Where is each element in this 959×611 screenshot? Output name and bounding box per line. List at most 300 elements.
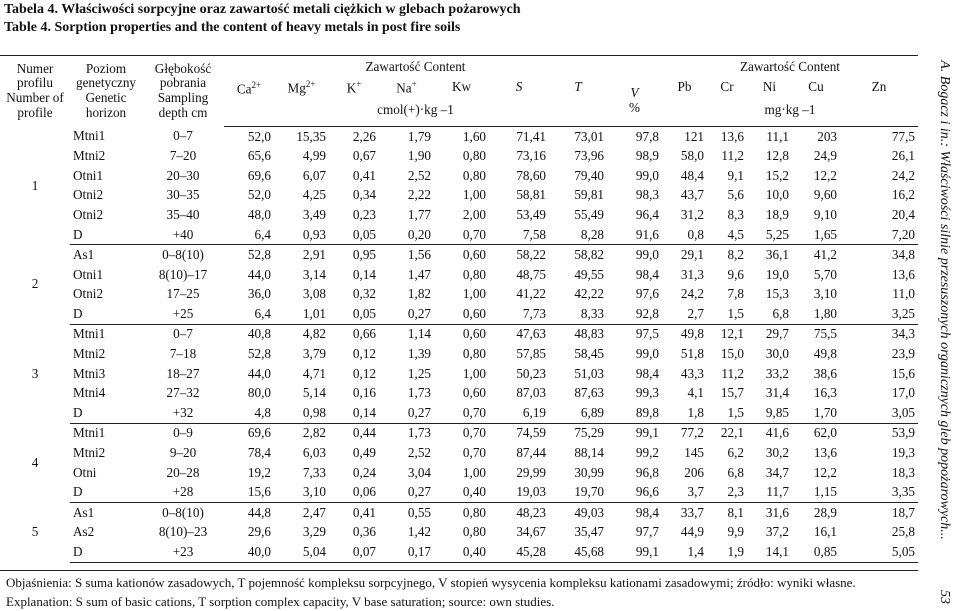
value-cell: 2,22 xyxy=(407,187,431,203)
value-cell: 8,28 xyxy=(549,225,607,245)
profile-group xyxy=(0,245,918,324)
value-cell: 6,2 xyxy=(727,445,744,461)
value-cell: 17,0 xyxy=(891,385,915,401)
value-cell: 22,1 xyxy=(720,425,744,441)
value-cell: 24,9 xyxy=(813,148,837,164)
depth-cell: 8(10)–23 xyxy=(158,524,208,540)
value-cell: 6,4 xyxy=(224,304,274,324)
value-cell: 0,80 xyxy=(462,266,486,282)
value-cell: 7,33 xyxy=(302,464,326,480)
page-number: 53 xyxy=(937,590,952,604)
value-cell: 48,83 xyxy=(574,326,604,342)
value-cell: 12,8 xyxy=(765,148,789,164)
value-cell: 15,7 xyxy=(720,385,744,401)
table-row xyxy=(0,146,918,166)
value-cell: 3,49 xyxy=(302,206,326,222)
value-cell: 206 xyxy=(684,464,704,480)
value-cell: 29,99 xyxy=(516,464,546,480)
value-cell: 5,25 xyxy=(747,225,792,245)
value-cell: 77,2 xyxy=(680,425,704,441)
value-cell: 2,7 xyxy=(662,304,707,324)
value-cell: 1,79 xyxy=(407,128,431,144)
value-cell: 1,4 xyxy=(662,542,707,562)
table-row xyxy=(0,423,918,443)
value-cell: 29,7 xyxy=(765,326,789,342)
value-cell: 58,81 xyxy=(516,187,546,203)
value-cell: 1,73 xyxy=(407,385,431,401)
depth-cell: 20–28 xyxy=(166,464,200,480)
header-mg: $Mg^{2+}$ xyxy=(287,79,316,96)
table-row xyxy=(0,463,918,483)
value-cell: 0,93 xyxy=(274,225,329,245)
horizon-cell: Otni1 xyxy=(73,167,104,183)
value-cell: 1,00 xyxy=(462,464,486,480)
value-cell: 19,0 xyxy=(765,266,789,282)
header-content-right: Zawartość Content xyxy=(662,56,918,75)
value-cell: 19,2 xyxy=(247,464,271,480)
value-cell: 99,1 xyxy=(635,425,659,441)
table-row xyxy=(0,324,918,344)
value-cell: 44,8 xyxy=(247,504,271,520)
value-cell: 11,0 xyxy=(892,286,915,302)
table-row xyxy=(0,166,918,186)
value-cell: 99,0 xyxy=(635,346,659,362)
table-row xyxy=(0,265,918,285)
value-cell: 97,6 xyxy=(635,286,659,302)
value-cell: 6,4 xyxy=(224,225,274,245)
table-row xyxy=(0,403,918,423)
value-cell: 4,8 xyxy=(224,403,274,423)
value-cell: 0,05 xyxy=(329,225,379,245)
value-cell: 2,3 xyxy=(707,482,747,502)
value-cell: 29,1 xyxy=(680,247,704,263)
horizon-cell: Otni2 xyxy=(73,206,104,222)
depth-cell: +23 xyxy=(142,542,224,562)
value-cell: 13,6 xyxy=(720,128,744,144)
value-cell: 31,4 xyxy=(765,385,789,401)
value-cell: 16,2 xyxy=(891,187,915,203)
value-cell: 0,36 xyxy=(352,524,376,540)
value-cell: 69,6 xyxy=(247,167,271,183)
value-cell: 1,60 xyxy=(462,128,486,144)
value-cell: 0,41 xyxy=(352,167,376,183)
value-cell: 53,49 xyxy=(516,206,546,222)
header-ni: Ni xyxy=(762,79,777,95)
value-cell: 15,3 xyxy=(765,286,789,302)
value-cell: 5,05 xyxy=(840,542,918,562)
profile-group xyxy=(0,324,918,423)
value-cell: 73,01 xyxy=(574,128,604,144)
value-cell: 0,23 xyxy=(352,206,376,222)
table-row xyxy=(0,542,918,562)
value-cell: 44,0 xyxy=(247,266,271,282)
table-row xyxy=(0,482,918,502)
value-cell: 0,67 xyxy=(352,148,376,164)
value-cell: 30,99 xyxy=(574,464,604,480)
value-cell: 0,27 xyxy=(379,304,434,324)
value-cell: 34,3 xyxy=(891,326,915,342)
value-cell: 35,47 xyxy=(574,524,604,540)
value-cell: 0,80 xyxy=(462,504,486,520)
header-unit-right: mg·kg –1 xyxy=(662,101,918,126)
value-cell: 0,07 xyxy=(329,542,379,562)
horizon-cell: Otni1 xyxy=(73,266,104,282)
value-cell: 14,1 xyxy=(747,542,792,562)
value-cell: 40,0 xyxy=(224,542,274,562)
value-cell: 2,52 xyxy=(407,445,431,461)
header-profile: Numer profilu Number of profile xyxy=(0,56,70,127)
table-row xyxy=(0,225,918,245)
value-cell: 58,22 xyxy=(516,247,546,263)
value-cell: 0,80 xyxy=(462,167,486,183)
value-cell: 50,23 xyxy=(516,365,546,381)
value-cell: 78,4 xyxy=(247,445,271,461)
value-cell: 36,1 xyxy=(765,247,789,263)
value-cell: 0,40 xyxy=(434,482,489,502)
header-k: K+ xyxy=(346,79,362,96)
table-row xyxy=(0,523,918,543)
value-cell: 87,03 xyxy=(516,385,546,401)
value-cell: 3,79 xyxy=(302,346,326,362)
value-cell: 1,56 xyxy=(407,247,431,263)
value-cell: 73,96 xyxy=(574,148,604,164)
value-cell: 96,8 xyxy=(635,464,659,480)
value-cell: 18,3 xyxy=(891,464,915,480)
value-cell: 89,8 xyxy=(607,403,662,423)
value-cell: 9,10 xyxy=(813,206,837,222)
value-cell: 15,6 xyxy=(224,482,274,502)
value-cell: 8,2 xyxy=(727,247,744,263)
horizon-cell: D xyxy=(70,403,142,423)
value-cell: 12,1 xyxy=(720,326,744,342)
value-cell: 121 xyxy=(684,128,704,144)
value-cell: 7,58 xyxy=(489,225,549,245)
value-cell: 0,44 xyxy=(352,425,376,441)
depth-cell: +40 xyxy=(142,225,224,245)
table-row xyxy=(0,383,918,403)
horizon-cell: As2 xyxy=(73,524,95,540)
value-cell: 1,25 xyxy=(407,365,431,381)
depth-cell: 17–25 xyxy=(166,286,200,302)
value-cell: 48,4 xyxy=(680,167,704,183)
value-cell: 91,6 xyxy=(607,225,662,245)
depth-cell: +32 xyxy=(142,403,224,423)
value-cell: 31,2 xyxy=(680,206,704,222)
profile-group xyxy=(0,503,918,563)
horizon-cell: D xyxy=(70,225,142,245)
value-cell: 0,24 xyxy=(352,464,376,480)
header-depth: Głębokość pobrania Sampling depth cm xyxy=(142,56,224,127)
value-cell: 2,52 xyxy=(407,167,431,183)
value-cell: 7,8 xyxy=(727,286,744,302)
value-cell: 20,4 xyxy=(891,206,915,222)
value-cell: 41,22 xyxy=(516,286,546,302)
value-cell: 0,27 xyxy=(379,403,434,423)
value-cell: 3,08 xyxy=(302,286,326,302)
value-cell: 1,82 xyxy=(407,286,431,302)
value-cell: 11,1 xyxy=(766,128,789,144)
depth-cell: 7–18 xyxy=(169,346,197,362)
value-cell: 97,8 xyxy=(635,128,659,144)
value-cell: 0,14 xyxy=(329,403,379,423)
value-cell: 2,26 xyxy=(352,128,376,144)
value-cell: 5,04 xyxy=(274,542,329,562)
depth-cell: 35–40 xyxy=(166,206,200,222)
header-v: V xyxy=(607,56,662,101)
value-cell: 0,16 xyxy=(352,385,376,401)
value-cell: 1,77 xyxy=(407,206,431,222)
value-cell: 52,8 xyxy=(247,346,271,362)
value-cell: 49,8 xyxy=(680,326,704,342)
value-cell: 45,28 xyxy=(489,542,549,562)
value-cell: 5,6 xyxy=(727,187,744,203)
horizon-cell: As1 xyxy=(73,504,95,520)
value-cell: 75,5 xyxy=(813,326,837,342)
value-cell: 3,10 xyxy=(274,482,329,502)
note-en: Explanation: S sum of basic cations, T sorption complex capacity, V base saturation; source: own studies. xyxy=(6,594,555,609)
value-cell: 9,60 xyxy=(813,187,837,203)
value-cell: 49,03 xyxy=(574,504,604,520)
value-cell: 1,9 xyxy=(707,542,747,562)
value-cell: 4,1 xyxy=(687,385,704,401)
running-head: A. Bogacz i in.: Właściwości silnie przesuszonych organicznych gleb popożarowych... xyxy=(937,60,952,540)
table-row xyxy=(0,205,918,225)
value-cell: 44,0 xyxy=(247,365,271,381)
value-cell: 52,8 xyxy=(247,247,271,263)
table-row xyxy=(0,186,918,206)
value-cell: 1,5 xyxy=(707,403,747,423)
header-na: Na+ xyxy=(396,79,417,96)
value-cell: 51,8 xyxy=(680,346,704,362)
value-cell: 4,5 xyxy=(707,225,747,245)
depth-cell: 18–27 xyxy=(166,365,200,381)
value-cell: 59,81 xyxy=(574,187,604,203)
value-cell: 80,0 xyxy=(247,385,271,401)
depth-cell: 0–8(10) xyxy=(162,247,204,263)
value-cell: 15,0 xyxy=(720,346,744,362)
value-cell: 55,49 xyxy=(574,206,604,222)
value-cell: 0,85 xyxy=(792,542,840,562)
header-v-unit: % xyxy=(607,101,662,126)
value-cell: 0,41 xyxy=(352,504,376,520)
value-cell: 41,6 xyxy=(765,425,789,441)
depth-cell: 30–35 xyxy=(166,187,200,203)
value-cell: 77,5 xyxy=(891,128,915,144)
value-cell: 0,70 xyxy=(462,445,486,461)
value-cell: 13,6 xyxy=(813,445,837,461)
value-cell: 11,2 xyxy=(721,365,744,381)
value-cell: 8,33 xyxy=(549,304,607,324)
value-cell: 9,6 xyxy=(727,266,744,282)
value-cell: 16,1 xyxy=(813,524,837,540)
value-cell: 49,55 xyxy=(574,266,604,282)
value-cell: 98,4 xyxy=(635,504,659,520)
value-cell: 0,70 xyxy=(462,425,486,441)
value-cell: 53,9 xyxy=(891,425,915,441)
depth-cell: 7–20 xyxy=(169,148,197,164)
table-row xyxy=(0,245,918,265)
value-cell: 38,6 xyxy=(813,365,837,381)
value-cell: 29,6 xyxy=(247,524,271,540)
value-cell: 45,68 xyxy=(549,542,607,562)
value-cell: 2,91 xyxy=(302,247,326,263)
bottom-rule xyxy=(0,570,918,571)
value-cell: 1,42 xyxy=(407,524,431,540)
horizon-cell: Mtni4 xyxy=(73,385,106,401)
value-cell: 18,9 xyxy=(765,206,789,222)
value-cell: 57,85 xyxy=(516,346,546,362)
value-cell: 9,1 xyxy=(727,167,744,183)
value-cell: 0,55 xyxy=(407,504,431,520)
value-cell: 47,63 xyxy=(516,326,546,342)
value-cell: 30,2 xyxy=(765,445,789,461)
value-cell: 19,03 xyxy=(489,482,549,502)
value-cell: 75,29 xyxy=(574,425,604,441)
value-cell: 0,32 xyxy=(352,286,376,302)
value-cell: 6,03 xyxy=(302,445,326,461)
value-cell: 1,8 xyxy=(662,403,707,423)
horizon-cell: D xyxy=(70,482,142,502)
value-cell: 0,60 xyxy=(462,385,486,401)
value-cell: 96,6 xyxy=(607,482,662,502)
value-cell: 3,7 xyxy=(662,482,707,502)
value-cell: 34,7 xyxy=(765,464,789,480)
value-cell: 4,71 xyxy=(302,365,326,381)
value-cell: 9,9 xyxy=(727,524,744,540)
value-cell: 4,82 xyxy=(302,326,326,342)
value-cell: 1,70 xyxy=(792,403,840,423)
horizon-cell: Mtni2 xyxy=(73,148,106,164)
value-cell: 0,8 xyxy=(662,225,707,245)
value-cell: 0,60 xyxy=(462,247,486,263)
value-cell: 33,2 xyxy=(765,365,789,381)
depth-cell: 8(10)–17 xyxy=(158,266,208,282)
value-cell: 19,3 xyxy=(891,445,915,461)
value-cell: 37,2 xyxy=(765,524,789,540)
value-cell: 1,00 xyxy=(462,187,486,203)
depth-cell: 9–20 xyxy=(169,445,197,461)
value-cell: 0,95 xyxy=(352,247,376,263)
header-content-left: Zawartość Content xyxy=(224,56,607,75)
profile-number: 2 xyxy=(31,276,39,292)
depth-cell: 0–8(10) xyxy=(162,504,204,520)
value-cell: 65,6 xyxy=(247,148,271,164)
value-cell: 97,7 xyxy=(635,524,659,540)
horizon-cell: Otni xyxy=(73,464,97,480)
value-cell: 58,45 xyxy=(574,346,604,362)
horizon-cell: Otni2 xyxy=(73,286,104,302)
value-cell: 43,3 xyxy=(680,365,704,381)
value-cell: 92,8 xyxy=(607,304,662,324)
value-cell: 40,8 xyxy=(247,326,271,342)
value-cell: 34,8 xyxy=(891,247,915,263)
value-cell: 1,39 xyxy=(407,346,431,362)
value-cell: 0,98 xyxy=(274,403,329,423)
value-cell: 30,0 xyxy=(765,346,789,362)
horizon-cell: Mtni1 xyxy=(73,128,106,144)
value-cell: 10,0 xyxy=(765,187,789,203)
sidebar xyxy=(933,0,955,611)
value-cell: 99,2 xyxy=(635,445,659,461)
value-cell: 98,9 xyxy=(635,148,659,164)
depth-cell: 0–7 xyxy=(173,326,193,342)
header-cr: Cr xyxy=(720,79,734,95)
value-cell: 3,29 xyxy=(302,524,326,540)
value-cell: 71,41 xyxy=(516,128,546,144)
value-cell: 15,2 xyxy=(765,167,789,183)
value-cell: 8,3 xyxy=(727,206,744,222)
table-title-pl: Tabela 4. Właściwości sorpcyjne oraz zawartość metali ciężkich w glebach pożarowych xyxy=(4,2,521,17)
value-cell: 0,40 xyxy=(434,542,489,562)
value-cell: 24,2 xyxy=(891,167,915,183)
value-cell: 58,0 xyxy=(680,148,704,164)
value-cell: 145 xyxy=(684,445,704,461)
value-cell: 1,00 xyxy=(462,286,486,302)
value-cell: 42,22 xyxy=(574,286,604,302)
value-cell: 1,65 xyxy=(792,225,840,245)
profile-number: 4 xyxy=(31,454,39,470)
value-cell: 31,6 xyxy=(765,504,789,520)
header-zn: Zn xyxy=(871,79,887,95)
horizon-cell: As1 xyxy=(73,247,95,263)
value-cell: 25,8 xyxy=(891,524,915,540)
value-cell: 44,9 xyxy=(680,524,704,540)
value-cell: 12,2 xyxy=(813,464,837,480)
value-cell: 98,4 xyxy=(635,365,659,381)
value-cell: 4,99 xyxy=(302,148,326,164)
value-cell: 87,63 xyxy=(574,385,604,401)
value-cell: 0,20 xyxy=(379,225,434,245)
value-cell: 0,80 xyxy=(462,524,486,540)
table-title-en: Table 4. Sorption properties and the content of heavy metals in post fire soils xyxy=(4,20,461,35)
table-row xyxy=(0,344,918,364)
value-cell: 1,80 xyxy=(792,304,840,324)
value-cell: 0,80 xyxy=(462,148,486,164)
value-cell: 0,06 xyxy=(329,482,379,502)
value-cell: 52,0 xyxy=(247,128,271,144)
value-cell: 5,70 xyxy=(813,266,837,282)
value-cell: 99,1 xyxy=(607,542,662,562)
depth-cell: +28 xyxy=(142,482,224,502)
depth-cell: 27–32 xyxy=(166,385,200,401)
horizon-cell: D xyxy=(70,304,142,324)
value-cell: 88,14 xyxy=(574,445,604,461)
header-ca: $Ca^{2+}$ xyxy=(236,79,262,97)
value-cell: 0,17 xyxy=(379,542,434,562)
value-cell: 6,07 xyxy=(302,167,326,183)
value-cell: 97,5 xyxy=(635,326,659,342)
note-pl: Objaśnienia: S suma kationów zasadowych, T pojemność kompleksu sorpcyjnego, V stopień wysycenia kompleksu kationami zasadowymi; źródło: wyniki własne. xyxy=(6,575,856,590)
value-cell: 9,85 xyxy=(747,403,792,423)
value-cell: 0,70 xyxy=(434,403,489,423)
value-cell: 0,60 xyxy=(434,304,489,324)
value-cell: 99,3 xyxy=(635,385,659,401)
table-row xyxy=(0,503,918,523)
profile-group xyxy=(0,423,918,502)
value-cell: 12,2 xyxy=(813,167,837,183)
value-cell: 99,0 xyxy=(635,247,659,263)
header-pb: Pb xyxy=(677,79,692,95)
horizon-cell: Otni2 xyxy=(73,187,104,203)
value-cell: 23,9 xyxy=(891,346,915,362)
value-cell: 48,0 xyxy=(247,206,271,222)
value-cell: 24,2 xyxy=(680,286,704,302)
header-t: T xyxy=(574,79,582,95)
value-cell: 1,47 xyxy=(407,266,431,282)
value-cell: 78,60 xyxy=(516,167,546,183)
table-row xyxy=(0,443,918,463)
table-row xyxy=(0,364,918,384)
